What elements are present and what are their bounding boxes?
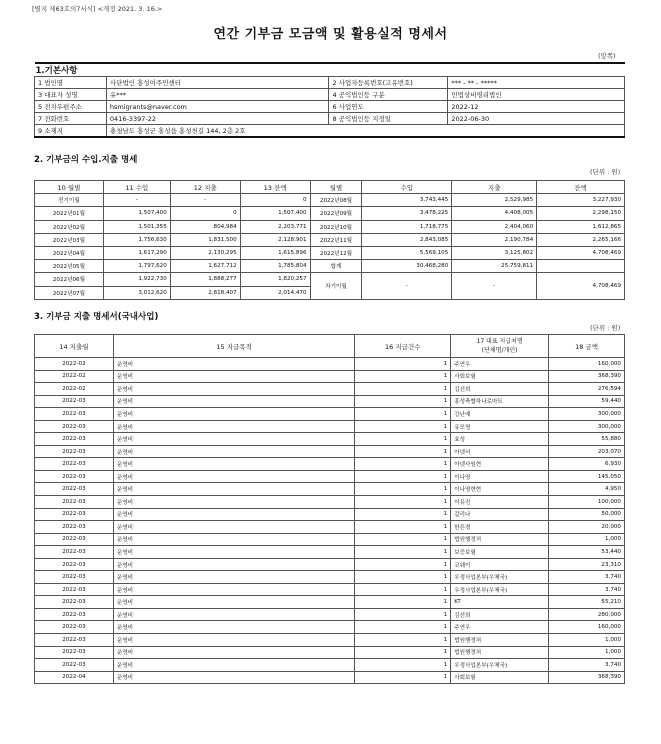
expense-purpose-cell: 운영비 [113,608,354,621]
balance-cell: 4,708,469 [537,273,625,299]
expense-row [35,470,625,483]
expense-row [35,395,625,408]
expense-purpose-cell: 운영비 [113,383,354,396]
expense-payee-cell: 효성 [451,433,549,446]
income-cell: 2,843,085 [362,233,452,246]
expense-purpose-cell: 운영비 [113,558,354,571]
expense-payee-cell: 사회보험 [451,370,549,383]
expense-amount-cell: 160,000 [549,621,625,634]
income-cell: 3,012,620 [103,286,170,299]
balance-cell: 2,203,771 [240,220,310,233]
expense-purpose-cell: 운영비 [113,433,354,446]
expense-month-cell: 2022-02 [35,383,114,396]
income-row [35,260,625,273]
expense-payee-cell: 보증보험 [451,546,549,559]
expense-amount-cell: 6,930 [549,458,625,471]
expense-amount-cell: 23,310 [549,558,625,571]
expense-count-cell: 1 [355,621,451,634]
expense-payee-cell: 이나영현현 [451,483,549,496]
balance-cell: 1,507,400 [240,207,310,220]
income-cell: 1,507,400 [103,207,170,220]
income-row [35,194,625,207]
expense-purpose-cell: 운영비 [113,408,354,421]
balance-cell: 2,014,470 [240,286,310,299]
expense-purpose-cell: 운영비 [113,395,354,408]
balance-cell: 2,265,166 [537,233,625,246]
expense-payee-cell: 법원행정처 [451,533,549,546]
expense-month-cell: 2022-03 [35,596,114,609]
expense-month-cell: 2022-03 [35,659,114,672]
expense-purpose-cell: 운영비 [113,583,354,596]
expense-payee-cell: 강난예 [451,408,549,421]
expense-amount-cell: 145,050 [549,470,625,483]
expense-month-cell: 2022-03 [35,395,114,408]
expense-purpose-cell: 운영비 [113,671,354,684]
label-biz-year: 6 사업연도 [329,101,448,113]
expense-month-cell: 2022-03 [35,571,114,584]
expense-purpose-cell: 운영비 [113,634,354,647]
col-header: 15 지급목적 [113,335,354,358]
expense-month-cell: 2022-03 [35,483,114,496]
expense-month-cell: 2022-03 [35,496,114,509]
month-cell: 2022년11월 [310,233,362,246]
expense-amount-cell: 53,440 [549,546,625,559]
expense-payee-cell: KT [451,596,549,609]
expense-row [35,508,625,521]
basic-info-table [34,62,625,138]
expense-cell: - [170,194,240,207]
expense-row [35,458,625,471]
expense-count-cell: 1 [355,558,451,571]
expense-purpose-cell: 운영비 [113,358,354,371]
expense-purpose-cell: 운영비 [113,445,354,458]
income-cell: 1,718,775 [362,220,452,233]
expense-row [35,408,625,421]
expense-count-cell: 1 [355,508,451,521]
expense-purpose-cell: 운영비 [113,659,354,672]
section-expense-title: 3. 기부금 지출 명세서(국내사업) [34,312,159,322]
expense-amount-cell: 368,390 [549,370,625,383]
expense-row [35,546,625,559]
value-address: 충청남도 홍성군 홍성읍 홍성천길 144, 2층 2호 [106,125,624,138]
income-cell: 30,468,280 [362,260,452,273]
month-cell: 2022년08월 [310,194,362,207]
balance-cell: 1,612,865 [537,220,625,233]
expense-row [35,596,625,609]
income-cell: 1,922,730 [103,273,170,286]
unit-label-expense: (단위 : 원) [590,324,621,332]
expense-month-cell: 2022-04 [35,671,114,684]
expense-amount-cell: 20,000 [549,521,625,534]
expense-amount-cell: 300,000 [549,408,625,421]
expense-row [35,521,625,534]
expense-amount-cell: 50,000 [549,508,625,521]
expense-cell: 2,818,407 [170,286,240,299]
expense-amount-cell: 59,440 [549,395,625,408]
basic-row [35,113,625,125]
expense-payee-cell: 코웨이 [451,558,549,571]
expense-month-cell: 2022-03 [35,408,114,421]
income-cell: 1,756,630 [103,233,170,246]
expense-purpose-cell: 운영비 [113,596,354,609]
expense-count-cell: 1 [355,521,451,534]
month-cell: 2022년03월 [35,233,104,246]
expense-purpose-cell: 운영비 [113,458,354,471]
basic-row [35,77,625,89]
expense-month-cell: 2022-03 [35,608,114,621]
col-header: 11 수입 [103,181,170,194]
expense-payee-cell: 법원행정처 [451,634,549,647]
expense-cell: 2,404,060 [452,220,537,233]
expense-payee-cell: 우정사업본부(우체국) [451,583,549,596]
expense-amount-cell: 100,000 [549,496,625,509]
expense-payee-cell: 우정사업본부(우체국) [451,571,549,584]
income-cell: 1,501,355 [103,220,170,233]
expense-payee-cell: 아넷사원현 [451,458,549,471]
expense-count-cell: 1 [355,433,451,446]
month-cell: 차기이월 [310,273,362,299]
expense-payee-cell: 주연우 [451,621,549,634]
balance-cell: 2,298,150 [537,207,625,220]
expense-cell: 1,888,277 [170,273,240,286]
expense-amount-cell: 1,000 [549,646,625,659]
value-designation-date: 2022-06-30 [448,113,625,125]
expense-row [35,634,625,647]
expense-month-cell: 2022-03 [35,646,114,659]
expense-month-cell: 2022-03 [35,458,114,471]
expense-count-cell: 1 [355,383,451,396]
col-header: 월별 [310,181,362,194]
expense-month-cell: 2022-03 [35,433,114,446]
expense-month-cell: 2022-03 [35,470,114,483]
expense-count-cell: 1 [355,646,451,659]
income-header-row [35,181,625,194]
expense-cell: 3,125,802 [452,246,537,259]
expense-count-cell: 1 [355,533,451,546]
expense-count-cell: 1 [355,420,451,433]
expense-cell: 804,984 [170,220,240,233]
expense-row [35,671,625,684]
section-income-title: 2. 기부금의 수입.지출 명세 [34,155,138,165]
expense-count-cell: 1 [355,546,451,559]
expense-purpose-cell: 운영비 [113,483,354,496]
expense-amount-cell: 368,390 [549,671,625,684]
expense-row [35,445,625,458]
income-cell: - [362,273,452,299]
label-rep-name: 3 대표자 성명 [35,89,107,101]
label-corp-name: 1 법인명 [35,77,107,89]
expense-payee-cell: 김선희 [451,608,549,621]
month-cell: 2022년05월 [35,260,104,273]
expense-amount-cell: 276,594 [549,383,625,396]
value-biz-year: 2022-12 [448,101,625,113]
expense-month-cell: 2022-03 [35,634,114,647]
income-row [35,273,625,286]
value-biz-number: *** - ** - ***** [448,77,625,89]
balance-cell: 2,128,901 [240,233,310,246]
page-side-note: (앞쪽) [598,52,616,60]
expense-row [35,571,625,584]
income-cell: 1,617,290 [103,246,170,259]
expense-month-cell: 2022-02 [35,370,114,383]
expense-cell: - [452,273,537,299]
expense-purpose-cell: 운영비 [113,420,354,433]
expense-count-cell: 1 [355,671,451,684]
expense-payee-cell: 이유진 [451,496,549,509]
month-cell: 2022년07월 [35,286,104,299]
expense-count-cell: 1 [355,458,451,471]
expense-amount-cell: 160,000 [549,358,625,371]
expense-cell: 0 [170,207,240,220]
month-cell: 2022년01월 [35,207,104,220]
expense-payee-cell: 홍성축협하나로마트 [451,395,549,408]
expense-purpose-cell: 운영비 [113,496,354,509]
expense-cell: 25,759,811 [452,260,537,273]
expense-payee-cell: 이나영 [451,470,549,483]
expense-count-cell: 1 [355,596,451,609]
label-address: 9 소재지 [35,125,107,138]
section-basic-title: 1.기본사항 [35,63,625,77]
expense-purpose-cell: 운영비 [113,621,354,634]
month-cell: 2022년10월 [310,220,362,233]
expense-amount-cell: 1,000 [549,634,625,647]
balance-cell: 1,615,896 [240,246,310,259]
expense-row [35,646,625,659]
expense-count-cell: 1 [355,571,451,584]
expense-count-cell: 1 [355,634,451,647]
expense-row [35,621,625,634]
expense-payee-cell: 사회보험 [451,671,549,684]
expense-month-cell: 2022-02 [35,358,114,371]
expense-purpose-cell: 운영비 [113,546,354,559]
label-corp-type: 4 공익법인등 구분 [329,89,448,101]
expense-amount-cell: 55,880 [549,433,625,446]
income-cell: 5,569,105 [362,246,452,259]
income-row [35,220,625,233]
month-cell: 합계 [310,260,362,273]
basic-row [35,101,625,113]
expense-count-cell: 1 [355,483,451,496]
basic-row [35,125,625,138]
col-header: 수입 [362,181,452,194]
col-header: 17 대표 지급처명 (단체명/개인) [451,335,549,358]
col-header: 10 월별 [35,181,104,194]
value-phone: 0416-3397-22 [106,113,329,125]
expense-payee-cell: 주연우 [451,358,549,371]
expense-month-cell: 2022-03 [35,558,114,571]
col-header: 16 지급건수 [355,335,451,358]
value-rep-name: 유*** [106,89,329,101]
col-header: 지출 [452,181,537,194]
expense-amount-cell: 280,000 [549,608,625,621]
value-corp-type: 민법상비영리법인 [448,89,625,101]
value-corp-name: 사단법인 홍성이주민센터 [106,77,329,89]
month-cell: 2022년04월 [35,246,104,259]
month-cell: 2022년12월 [310,246,362,259]
expense-cell: 1,627,712 [170,260,240,273]
expense-purpose-cell: 운영비 [113,370,354,383]
balance-cell: 3,227,930 [537,194,625,207]
expense-count-cell: 1 [355,470,451,483]
expense-count-cell: 1 [355,659,451,672]
expense-payee-cell: 유모명 [451,420,549,433]
income-row [35,246,625,259]
expense-row [35,383,625,396]
expense-purpose-cell: 운영비 [113,521,354,534]
expense-header-row [35,335,625,358]
expense-row [35,420,625,433]
expense-row [35,370,625,383]
expense-count-cell: 1 [355,583,451,596]
expense-payee-cell: 한은경 [451,521,549,534]
value-email: hsmigrants@naver.com [106,101,329,113]
expense-cell: 2,130,295 [170,246,240,259]
label-phone: 7 전화번호 [35,113,107,125]
expense-count-cell: 1 [355,370,451,383]
expense-amount-cell: 3,740 [549,583,625,596]
expense-count-cell: 1 [355,408,451,421]
expense-detail-table [34,334,625,684]
expense-month-cell: 2022-03 [35,621,114,634]
col-header: 잔액 [537,181,625,194]
income-cell: - [103,194,170,207]
month-cell: 2022년02월 [35,220,104,233]
expense-row [35,433,625,446]
expense-month-cell: 2022-03 [35,508,114,521]
expense-purpose-cell: 운영비 [113,508,354,521]
expense-row [35,358,625,371]
col-header: 13 잔액 [240,181,310,194]
expense-row [35,558,625,571]
balance-cell: 0 [240,194,310,207]
expense-row [35,659,625,672]
expense-cell: 4,408,005 [452,207,537,220]
unit-label-income: (단위 : 원) [590,168,621,176]
expense-payee-cell: 우정사업본부(우체국) [451,659,549,672]
expense-purpose-cell: 운영비 [113,470,354,483]
expense-amount-cell: 3,740 [549,659,625,672]
expense-row [35,483,625,496]
label-biz-number: 2 사업자등록번호(고유번호) [329,77,448,89]
label-email: 5 전자우편주소 [35,101,107,113]
expense-month-cell: 2022-03 [35,420,114,433]
balance-cell: 4,708,469 [537,246,625,259]
expense-cell: 2,529,985 [452,194,537,207]
expense-row [35,583,625,596]
expense-purpose-cell: 운영비 [113,571,354,584]
col-header: 18 금액 [549,335,625,358]
expense-month-cell: 2022-03 [35,445,114,458]
expense-purpose-cell: 운영비 [113,533,354,546]
col-header: 12 지출 [170,181,240,194]
income-row [35,207,625,220]
label-designation-date: 8 공익법인등 지정일 [329,113,448,125]
expense-count-cell: 1 [355,608,451,621]
form-number-note: [별지 제63호의7서식] <개정 2021. 3. 16.> [32,5,163,13]
expense-amount-cell: 55,210 [549,596,625,609]
expense-count-cell: 1 [355,358,451,371]
month-cell: 전기이월 [35,194,104,207]
expense-amount-cell: 4,950 [549,483,625,496]
expense-row [35,533,625,546]
expense-count-cell: 1 [355,496,451,509]
month-cell: 2022년06월 [35,273,104,286]
expense-payee-cell: 김선희 [451,383,549,396]
income-cell: 1,797,620 [103,260,170,273]
expense-amount-cell: 3,740 [549,571,625,584]
expense-amount-cell: 300,000 [549,420,625,433]
expense-count-cell: 1 [355,395,451,408]
balance-cell: 1,820,257 [240,273,310,286]
income-expense-table [34,180,625,300]
income-row [35,233,625,246]
expense-row [35,608,625,621]
expense-row [35,496,625,509]
expense-month-cell: 2022-03 [35,583,114,596]
expense-count-cell: 1 [355,445,451,458]
col-header: 14 지출월 [35,335,114,358]
expense-purpose-cell: 운영비 [113,646,354,659]
basic-row [35,89,625,101]
expense-payee-cell: 갈리나 [451,508,549,521]
expense-cell: 1,831,500 [170,233,240,246]
expense-month-cell: 2022-03 [35,533,114,546]
expense-amount-cell: 1,000 [549,533,625,546]
page-title: 연간 기부금 모금액 및 활용실적 명세서 [213,27,448,42]
month-cell: 2022년09월 [310,207,362,220]
balance-cell: 1,785,804 [240,260,310,273]
expense-payee-cell: 법원행정처 [451,646,549,659]
income-cell: 3,743,445 [362,194,452,207]
expense-payee-cell: 아넷서 [451,445,549,458]
expense-month-cell: 2022-03 [35,546,114,559]
income-cell: 3,478,225 [362,207,452,220]
expense-cell: 2,190,784 [452,233,537,246]
expense-amount-cell: 203,070 [549,445,625,458]
expense-month-cell: 2022-03 [35,521,114,534]
balance-cell [537,260,625,273]
